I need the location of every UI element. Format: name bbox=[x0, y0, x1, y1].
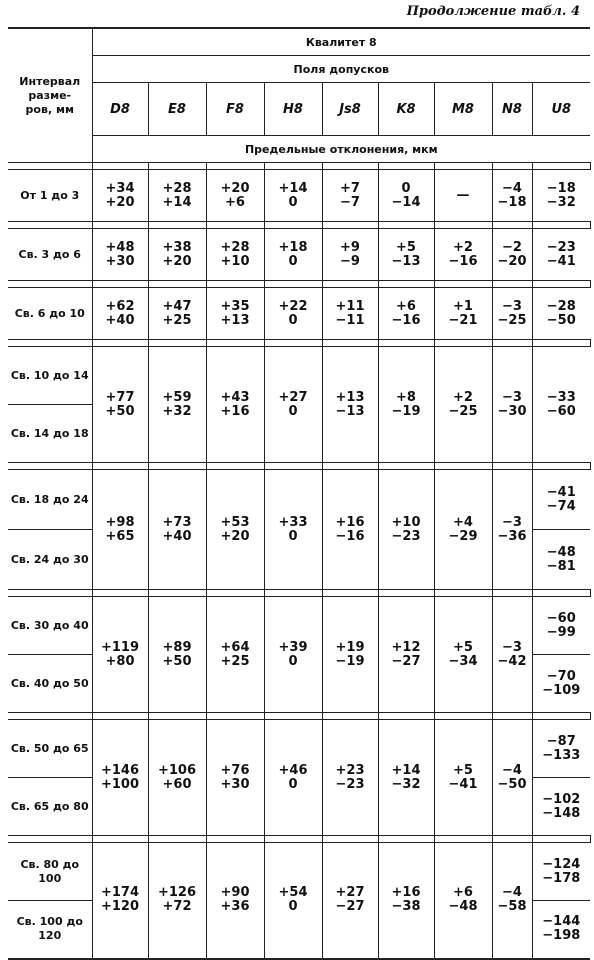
value-cell bbox=[434, 347, 492, 463]
upper-deviation: +89 bbox=[162, 639, 192, 655]
lower-deviation: −99 bbox=[546, 624, 576, 640]
value-cell bbox=[148, 229, 206, 281]
table-row bbox=[8, 170, 590, 222]
upper-deviation: +27 bbox=[278, 389, 308, 405]
interval-label: Св. 80 до 100 bbox=[8, 843, 92, 901]
upper-deviation: +28 bbox=[162, 180, 192, 196]
value-cell bbox=[492, 470, 532, 590]
value-cell bbox=[532, 778, 590, 836]
interval-column-header bbox=[8, 28, 92, 163]
value-cell bbox=[434, 597, 492, 713]
value-cell bbox=[264, 229, 322, 281]
lower-deviation: −25 bbox=[497, 312, 527, 328]
lower-deviation: 0 bbox=[288, 312, 298, 328]
upper-deviation: −102 bbox=[542, 791, 581, 807]
value-cell bbox=[148, 470, 206, 590]
upper-deviation: +106 bbox=[157, 762, 197, 778]
lower-deviation: −60 bbox=[546, 403, 576, 419]
upper-deviation: −124 bbox=[542, 856, 581, 872]
value-cell bbox=[206, 288, 264, 340]
table-row bbox=[8, 288, 590, 340]
value-cell bbox=[264, 597, 322, 713]
column-header-d8: D8 bbox=[92, 83, 148, 136]
lower-deviation: −58 bbox=[497, 899, 527, 915]
lower-deviation: +6 bbox=[225, 194, 245, 210]
lower-deviation: −109 bbox=[542, 682, 581, 698]
value-cell bbox=[322, 288, 378, 340]
group-spacer bbox=[8, 281, 590, 288]
upper-deviation: +59 bbox=[162, 389, 192, 405]
upper-deviation: +13 bbox=[335, 389, 365, 405]
lower-deviation: 0 bbox=[288, 899, 298, 915]
group-spacer bbox=[8, 340, 590, 347]
upper-deviation: −3 bbox=[502, 389, 522, 405]
interval-label: Св. 24 до 30 bbox=[8, 530, 92, 590]
value-cell bbox=[532, 530, 590, 590]
value-cell bbox=[264, 347, 322, 463]
value-cell bbox=[322, 170, 378, 222]
value-cell bbox=[434, 470, 492, 590]
upper-deviation: +76 bbox=[220, 762, 250, 778]
value-cell bbox=[532, 347, 590, 463]
column-header-k8: K8 bbox=[378, 83, 434, 136]
lower-deviation: +80 bbox=[105, 653, 135, 669]
interval-label: Св. 6 до 10 bbox=[8, 288, 92, 340]
lower-deviation: −27 bbox=[335, 899, 365, 915]
interval-label: Св. 40 до 50 bbox=[8, 655, 92, 713]
value-cell bbox=[322, 843, 378, 959]
value-cell bbox=[532, 170, 590, 222]
value-cell bbox=[492, 597, 532, 713]
upper-deviation: −3 bbox=[502, 514, 522, 530]
kvalitet-header: Квалитет 8 bbox=[92, 28, 590, 56]
lower-deviation: −21 bbox=[448, 312, 478, 328]
table-row bbox=[8, 720, 590, 778]
value-cell bbox=[92, 720, 148, 836]
upper-deviation: +39 bbox=[278, 639, 308, 655]
lower-deviation: +120 bbox=[100, 899, 140, 915]
lower-deviation: −178 bbox=[542, 870, 581, 886]
lower-deviation: 0 bbox=[288, 253, 298, 269]
lower-deviation: −23 bbox=[391, 528, 421, 544]
lower-deviation: +16 bbox=[220, 403, 250, 419]
interval-header-line-1: Интервал bbox=[19, 74, 81, 88]
upper-deviation: +5 bbox=[453, 639, 473, 655]
value-cell bbox=[532, 901, 590, 959]
value-cell bbox=[148, 720, 206, 836]
value-cell bbox=[92, 470, 148, 590]
value-cell bbox=[264, 843, 322, 959]
column-header-f8: F8 bbox=[206, 83, 264, 136]
lower-deviation: +65 bbox=[105, 528, 135, 544]
upper-deviation: −4 bbox=[502, 180, 522, 196]
upper-deviation: +46 bbox=[278, 762, 308, 778]
value-cell bbox=[378, 720, 434, 836]
value-cell bbox=[492, 170, 532, 222]
lower-deviation: −32 bbox=[546, 194, 576, 210]
lower-deviation: +50 bbox=[105, 403, 135, 419]
lower-deviation: +20 bbox=[105, 194, 135, 210]
upper-deviation: −23 bbox=[546, 239, 576, 255]
table-row bbox=[8, 597, 590, 655]
lower-deviation: −25 bbox=[448, 403, 478, 419]
tolerance-table bbox=[8, 27, 591, 960]
value-cell bbox=[492, 347, 532, 463]
upper-deviation: +7 bbox=[340, 180, 360, 196]
upper-deviation: +18 bbox=[278, 239, 308, 255]
value-cell bbox=[378, 288, 434, 340]
value-cell bbox=[378, 170, 434, 222]
group-spacer bbox=[8, 222, 590, 229]
lower-deviation: −41 bbox=[546, 253, 576, 269]
lower-deviation: +25 bbox=[162, 312, 192, 328]
lower-deviation: +40 bbox=[162, 528, 192, 544]
lower-deviation: −16 bbox=[448, 253, 478, 269]
value-cell bbox=[532, 720, 590, 778]
upper-deviation: +2 bbox=[453, 239, 473, 255]
interval-label: Св. 50 до 65 bbox=[8, 720, 92, 778]
upper-deviation: +98 bbox=[105, 514, 135, 530]
value-cell bbox=[92, 347, 148, 463]
value-cell bbox=[378, 347, 434, 463]
value-cell bbox=[148, 347, 206, 463]
column-header-u8: U8 bbox=[532, 83, 590, 136]
lower-deviation: −148 bbox=[542, 805, 581, 821]
table-body bbox=[8, 163, 590, 959]
value-cell bbox=[434, 170, 492, 222]
lower-deviation: −11 bbox=[335, 312, 365, 328]
upper-deviation: +43 bbox=[220, 389, 250, 405]
value-cell bbox=[148, 170, 206, 222]
value-cell bbox=[92, 843, 148, 959]
upper-deviation: −70 bbox=[546, 668, 576, 684]
lower-deviation: +20 bbox=[220, 528, 250, 544]
value-cell bbox=[92, 288, 148, 340]
value-cell bbox=[148, 843, 206, 959]
upper-deviation: −3 bbox=[502, 639, 522, 655]
lower-deviation: −19 bbox=[391, 403, 421, 419]
upper-deviation: −4 bbox=[502, 885, 522, 901]
upper-deviation: +16 bbox=[335, 514, 365, 530]
group-spacer bbox=[8, 463, 590, 470]
value-cell bbox=[264, 720, 322, 836]
upper-deviation: +48 bbox=[105, 239, 135, 255]
lower-deviation: 0 bbox=[288, 653, 298, 669]
value-cell bbox=[148, 597, 206, 713]
lower-deviation: −13 bbox=[391, 253, 421, 269]
value-cell bbox=[92, 170, 148, 222]
upper-deviation: +47 bbox=[162, 298, 192, 314]
interval-label: Св. 10 до 14 bbox=[8, 347, 92, 405]
lower-deviation: −19 bbox=[335, 653, 365, 669]
value-cell bbox=[322, 347, 378, 463]
lower-deviation: −50 bbox=[546, 312, 576, 328]
upper-deviation: −2 bbox=[502, 239, 522, 255]
value-cell bbox=[264, 170, 322, 222]
table-row bbox=[8, 470, 590, 530]
value-cell bbox=[206, 597, 264, 713]
upper-deviation: +14 bbox=[391, 762, 421, 778]
value-cell bbox=[148, 288, 206, 340]
value-cell bbox=[206, 170, 264, 222]
interval-label: Св. 100 до 120 bbox=[8, 901, 92, 959]
value-cell bbox=[206, 843, 264, 959]
interval-header-line-2: разме- bbox=[28, 88, 72, 102]
column-header-h8: H8 bbox=[264, 83, 322, 136]
upper-deviation: +35 bbox=[220, 298, 250, 314]
lower-deviation: +40 bbox=[105, 312, 135, 328]
group-spacer bbox=[8, 836, 590, 843]
upper-deviation: +62 bbox=[105, 298, 135, 314]
lower-deviation: −16 bbox=[391, 312, 421, 328]
upper-deviation: +38 bbox=[162, 239, 192, 255]
lower-deviation: +32 bbox=[162, 403, 192, 419]
lower-deviation: +36 bbox=[220, 899, 250, 915]
value-cell bbox=[206, 229, 264, 281]
upper-deviation: +54 bbox=[278, 885, 308, 901]
upper-deviation: +5 bbox=[453, 762, 473, 778]
lower-deviation: −16 bbox=[335, 528, 365, 544]
upper-deviation: −48 bbox=[546, 544, 576, 560]
upper-deviation: +19 bbox=[335, 639, 365, 655]
upper-deviation: +174 bbox=[100, 885, 140, 901]
value-cell bbox=[92, 597, 148, 713]
value-cell bbox=[322, 720, 378, 836]
upper-deviation: −60 bbox=[546, 610, 576, 626]
upper-deviation: +64 bbox=[220, 639, 250, 655]
interval-header-line-3: ров, мм bbox=[25, 102, 74, 116]
value-cell bbox=[532, 655, 590, 713]
table-caption: Продолжение табл. 4 bbox=[406, 4, 580, 19]
upper-deviation: −4 bbox=[502, 762, 522, 778]
lower-deviation: −38 bbox=[391, 899, 421, 915]
table-row bbox=[8, 229, 590, 281]
value-cell bbox=[322, 597, 378, 713]
value-cell bbox=[492, 229, 532, 281]
upper-deviation: +77 bbox=[105, 389, 135, 405]
lower-deviation: −48 bbox=[448, 899, 478, 915]
upper-deviation: +119 bbox=[100, 639, 140, 655]
lower-deviation: +14 bbox=[162, 194, 192, 210]
upper-deviation: −18 bbox=[546, 180, 576, 196]
lower-deviation: −133 bbox=[542, 747, 581, 763]
upper-deviation: 0 bbox=[401, 180, 411, 196]
lower-deviation: −42 bbox=[497, 653, 527, 669]
column-header-js8: Js8 bbox=[322, 83, 378, 136]
upper-deviation: +8 bbox=[396, 389, 416, 405]
lower-deviation: −34 bbox=[448, 653, 478, 669]
upper-deviation: +4 bbox=[453, 514, 473, 530]
value-cell bbox=[378, 229, 434, 281]
upper-deviation: +6 bbox=[396, 298, 416, 314]
interval-label: От 1 до 3 bbox=[8, 170, 92, 222]
lower-deviation: 0 bbox=[288, 403, 298, 419]
upper-deviation: +53 bbox=[220, 514, 250, 530]
group-spacer bbox=[8, 713, 590, 720]
upper-deviation: +90 bbox=[220, 885, 250, 901]
upper-deviation: +33 bbox=[278, 514, 308, 530]
upper-deviation: +73 bbox=[162, 514, 192, 530]
lower-deviation: +72 bbox=[162, 899, 192, 915]
upper-deviation: +5 bbox=[396, 239, 416, 255]
lower-deviation: −50 bbox=[497, 776, 527, 792]
value-cell bbox=[264, 288, 322, 340]
lower-deviation: −20 bbox=[497, 253, 527, 269]
lower-deviation: −7 bbox=[340, 194, 360, 210]
upper-deviation: −33 bbox=[546, 389, 576, 405]
value-cell bbox=[492, 843, 532, 959]
upper-deviation: +126 bbox=[157, 885, 197, 901]
value-cell bbox=[206, 720, 264, 836]
group-spacer bbox=[8, 590, 590, 597]
value-cell bbox=[532, 843, 590, 901]
lower-deviation: −36 bbox=[497, 528, 527, 544]
table-header bbox=[8, 28, 590, 163]
lower-deviation: +30 bbox=[220, 776, 250, 792]
upper-deviation: −144 bbox=[542, 914, 581, 930]
upper-deviation: +2 bbox=[453, 389, 473, 405]
upper-deviation: +34 bbox=[105, 180, 135, 196]
upper-deviation: −28 bbox=[546, 298, 576, 314]
upper-deviation: +27 bbox=[335, 885, 365, 901]
upper-deviation: +22 bbox=[278, 298, 308, 314]
lower-deviation: +10 bbox=[220, 253, 250, 269]
upper-deviation: +28 bbox=[220, 239, 250, 255]
lower-deviation: −27 bbox=[391, 653, 421, 669]
interval-label: Св. 3 до 6 bbox=[8, 229, 92, 281]
upper-deviation: +9 bbox=[340, 239, 360, 255]
lower-deviation: −30 bbox=[497, 403, 527, 419]
upper-deviation: −3 bbox=[502, 298, 522, 314]
lower-deviation: +100 bbox=[100, 776, 140, 792]
value-cell bbox=[378, 470, 434, 590]
value-cell bbox=[378, 843, 434, 959]
value-cell bbox=[264, 470, 322, 590]
value-cell bbox=[206, 470, 264, 590]
value-cell bbox=[322, 470, 378, 590]
value-cell bbox=[434, 229, 492, 281]
fields-header: Поля допусков bbox=[92, 56, 590, 83]
lower-deviation: +25 bbox=[220, 653, 250, 669]
lower-deviation: −81 bbox=[546, 558, 576, 574]
value-cell bbox=[434, 843, 492, 959]
value-cell bbox=[322, 229, 378, 281]
lower-deviation: −13 bbox=[335, 403, 365, 419]
value-cell bbox=[492, 288, 532, 340]
column-header-e8: E8 bbox=[148, 83, 206, 136]
interval-label: Св. 18 до 24 bbox=[8, 470, 92, 530]
group-spacer bbox=[8, 163, 590, 170]
upper-deviation: +11 bbox=[335, 298, 365, 314]
lower-deviation: −23 bbox=[335, 776, 365, 792]
lower-deviation: −74 bbox=[546, 498, 576, 514]
column-header-n8: N8 bbox=[492, 83, 532, 136]
upper-deviation: +1 bbox=[453, 298, 473, 314]
lower-deviation: −32 bbox=[391, 776, 421, 792]
lower-deviation: −41 bbox=[448, 776, 478, 792]
upper-deviation: +16 bbox=[391, 885, 421, 901]
lower-deviation: 0 bbox=[288, 776, 298, 792]
interval-label: Св. 65 до 80 bbox=[8, 778, 92, 836]
upper-deviation: +12 bbox=[391, 639, 421, 655]
lower-deviation: +50 bbox=[162, 653, 192, 669]
upper-deviation: +23 bbox=[335, 762, 365, 778]
lower-deviation: −14 bbox=[391, 194, 421, 210]
column-header-m8: M8 bbox=[434, 83, 492, 136]
value-cell bbox=[492, 720, 532, 836]
upper-deviation: — bbox=[456, 187, 470, 203]
lower-deviation: −9 bbox=[340, 253, 360, 269]
table-row bbox=[8, 347, 590, 405]
upper-deviation: +146 bbox=[100, 762, 140, 778]
lower-deviation: −29 bbox=[448, 528, 478, 544]
value-cell bbox=[532, 470, 590, 530]
value-cell bbox=[532, 597, 590, 655]
interval-label: Св. 30 до 40 bbox=[8, 597, 92, 655]
lower-deviation: +30 bbox=[105, 253, 135, 269]
value-cell bbox=[434, 720, 492, 836]
value-cell bbox=[434, 288, 492, 340]
upper-deviation: +6 bbox=[453, 885, 473, 901]
value-cell bbox=[378, 597, 434, 713]
lower-deviation: +13 bbox=[220, 312, 250, 328]
value-cell bbox=[532, 229, 590, 281]
lower-deviation: −18 bbox=[497, 194, 527, 210]
upper-deviation: −87 bbox=[546, 733, 576, 749]
lower-deviation: −198 bbox=[542, 928, 581, 944]
lower-deviation: +20 bbox=[162, 253, 192, 269]
upper-deviation: +10 bbox=[391, 514, 421, 530]
deviations-header: Предельные отклонения, мкм bbox=[92, 136, 590, 163]
lower-deviation: 0 bbox=[288, 528, 298, 544]
value-cell bbox=[532, 288, 590, 340]
upper-deviation: +20 bbox=[220, 180, 250, 196]
interval-label: Св. 14 до 18 bbox=[8, 405, 92, 463]
upper-deviation: −41 bbox=[546, 484, 576, 500]
lower-deviation: 0 bbox=[288, 194, 298, 210]
table-row bbox=[8, 843, 590, 901]
value-cell bbox=[92, 229, 148, 281]
upper-deviation: +14 bbox=[278, 180, 308, 196]
lower-deviation: +60 bbox=[162, 776, 192, 792]
value-cell bbox=[206, 347, 264, 463]
